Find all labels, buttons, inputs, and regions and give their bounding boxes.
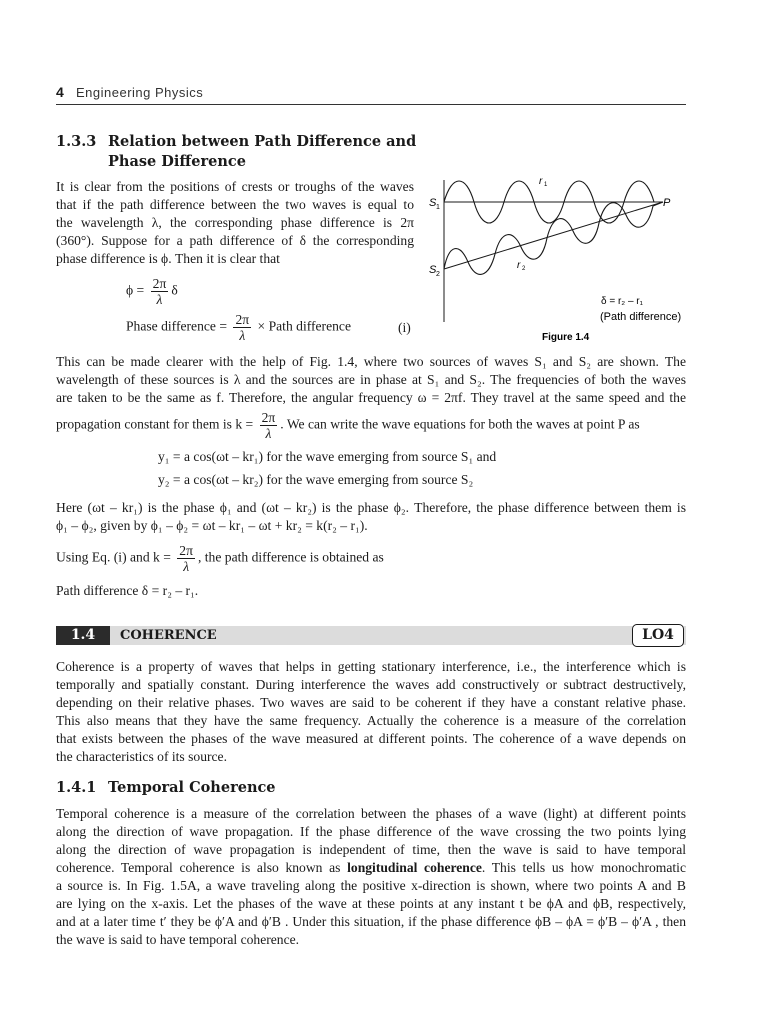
coherence-line: that exists between the phases of the wave measured at different points. The coherence of a wave depends on: [56, 731, 686, 746]
intro-line: that if the path difference between the two waves is equal to: [56, 197, 414, 212]
section-1-4-1-paragraph: [56, 805, 686, 949]
prop-const-numerator: 2π: [261, 410, 276, 425]
temporal-line: and at a later time t′ they be ϕ′A and ϕ′B . Under this situation, if the phase difference ϕB – ϕA = ϕ′B – ϕ′A , then: [56, 914, 686, 929]
prop-const-denominator: λ: [265, 426, 272, 441]
temporal-line: along the direction of wave propagation. If the phase difference of the wave crossing the two points lying: [56, 824, 686, 839]
body-paragraph-2: [56, 499, 686, 535]
label-s2-sub: 2: [436, 271, 440, 278]
wave-equation-y1: y₁ = a cos(ωt – kr₁) for the wave emerging from source S₁ and: [158, 449, 497, 464]
equation-i: [126, 312, 351, 343]
using-eq-text: Using Eq. (i) and k =: [56, 549, 171, 565]
body-line: are taken to be the same as f. Therefore, the angular frequency ω = 2πf. They travel at the same speed and the: [56, 390, 686, 405]
section-1-4-number: 1.4: [56, 626, 110, 645]
figure-path-difference-note: (Path difference): [600, 311, 682, 323]
section-1-4-paragraph: [56, 658, 686, 766]
body-line: ϕ₁ – ϕ₂, given by ϕ₁ – ϕ₂ = ωt – kr₁ – ωt + kr₂ = k(r₂ – r₁).: [56, 518, 368, 533]
using-eq-rest: , the path difference is obtained as: [197, 549, 384, 565]
section-1-4-1-number: 1.4.1: [56, 779, 97, 796]
body-line: This can be made clearer with the help of Fig. 1.4, where two sources of waves S₁ and S₂ are shown. The: [56, 354, 686, 369]
eq1-numerator: 2π: [152, 276, 167, 291]
intro-line: (360°). Suppose for a path difference of δ the corresponding: [56, 233, 414, 248]
temporal-line: the wave is said to have temporal coherence.: [56, 932, 300, 947]
temporal-line: Temporal coherence is a measure of the correlation between the phases of a wave (light) at different points: [56, 806, 686, 821]
header-rule: [56, 104, 686, 105]
equation-tag-i: (i): [398, 320, 411, 335]
coherence-line: temporally and spatially constant. During interference the waves add constructively or subtract destructively,: [56, 677, 686, 692]
eq2-rhs: × Path difference: [257, 318, 351, 334]
temporal-line-text: coherence. Temporal coherence is also known as: [56, 860, 341, 875]
label-r1: r: [539, 176, 543, 187]
figure-delta-formula: δ = r₂ – r₁: [601, 296, 643, 307]
label-s2: S: [429, 264, 437, 276]
coherence-line: depending on their relative phases. Two waves are said to be coherent if they have a constant relative phase.: [56, 695, 686, 710]
label-s1: S: [429, 197, 437, 209]
body-paragraph-1: [56, 353, 686, 407]
intro-line: the wavelength λ, the corresponding phase difference is 2π: [56, 215, 414, 230]
ray-r2: [444, 202, 663, 269]
using-eq-numerator: 2π: [179, 543, 193, 558]
using-eq-line: [56, 543, 384, 574]
intro-line: It is clear from the positions of crests or troughs of the waves: [56, 179, 414, 194]
using-eq-fraction: [177, 543, 195, 574]
equation-phase: [126, 276, 178, 307]
section-1-3-3-number: 1.3.3: [56, 133, 97, 150]
figure-caption: Figure 1.4: [542, 332, 590, 343]
eq2-denominator: λ: [239, 328, 246, 343]
prop-const-fraction: [260, 410, 278, 441]
coherence-line: Coherence is a property of waves that helps in getting stationary interference, i.e., the interference which is: [56, 659, 686, 674]
eq1-fraction: [151, 276, 169, 307]
body-line: Here (ωt – kr₁) is the phase ϕ₁ and (ωt – kr₂) is the phase ϕ₂. Therefore, the phase difference between them is: [56, 500, 686, 515]
wave-equation-y2: y₂ = a cos(ωt – kr₂) for the wave emerging from source S₂: [158, 472, 474, 487]
eq2-numerator: 2π: [235, 312, 250, 327]
coherence-line: the characteristics of its source.: [56, 749, 227, 764]
eq2-fraction: [233, 312, 251, 343]
label-r2-sub: 2: [522, 266, 526, 272]
temporal-line: are lying on the x-axis. Let the phases of the wave at these points at any instant t be ϕA and ϕB, respectively,: [56, 896, 686, 911]
intro-line: phase difference is ϕ. Then it is clear that: [56, 251, 280, 266]
section-1-3-3-title-line1: Relation between Path Difference and: [108, 133, 417, 150]
figure-1-4: [425, 172, 690, 347]
label-r2: r: [517, 260, 521, 271]
label-p: P: [663, 197, 671, 209]
prop-const-rest: . We can write the wave equations for both the waves at point P as: [280, 416, 640, 432]
section-1-3-3-title-line2: Phase Difference: [108, 153, 246, 170]
using-eq-denominator: λ: [183, 559, 190, 574]
propagation-constant-line: [56, 410, 686, 441]
temporal-line: a source is. In Fig. 1.5A, a wave traveling along the positive x-direction is shown, where two points A and B: [56, 878, 686, 893]
eq2-label: Phase difference =: [126, 318, 228, 334]
learning-objective-badge: LO4: [632, 624, 684, 647]
section-1-3-3-intro: [56, 178, 414, 268]
temporal-line: [56, 859, 686, 877]
running-header-title: Engineering Physics: [76, 85, 204, 100]
page-number: 4: [56, 84, 64, 100]
temporal-line: along the direction of wave propagation is independent of time, then the wave is said to have temporal: [56, 842, 686, 857]
prop-const-text: propagation constant for them is k =: [56, 416, 254, 432]
eq1-rhs: δ: [171, 282, 178, 298]
eq1-lhs: ϕ =: [126, 282, 145, 298]
coherence-line: This also means that they have the same frequency. Actually the coherence is a measure of the correlation: [56, 713, 686, 728]
section-1-4-1-title: Temporal Coherence: [108, 779, 276, 796]
temporal-line-text: . This tells us how monochromatic: [481, 860, 686, 875]
body-line: wavelength of these sources is λ and the sources are in phase at S₁ and S₂. The frequencies of both the waves: [56, 372, 686, 387]
longitudinal-coherence-term: longitudinal coherence: [347, 860, 482, 875]
eq1-denominator: λ: [156, 292, 163, 307]
label-r1-sub: 1: [544, 182, 548, 188]
label-s1-sub: 1: [436, 204, 440, 211]
section-1-4-title: COHERENCE: [120, 628, 217, 643]
path-difference-result: Path difference δ = r₂ – r₁.: [56, 583, 199, 598]
wave-from-s2: [444, 202, 663, 274]
